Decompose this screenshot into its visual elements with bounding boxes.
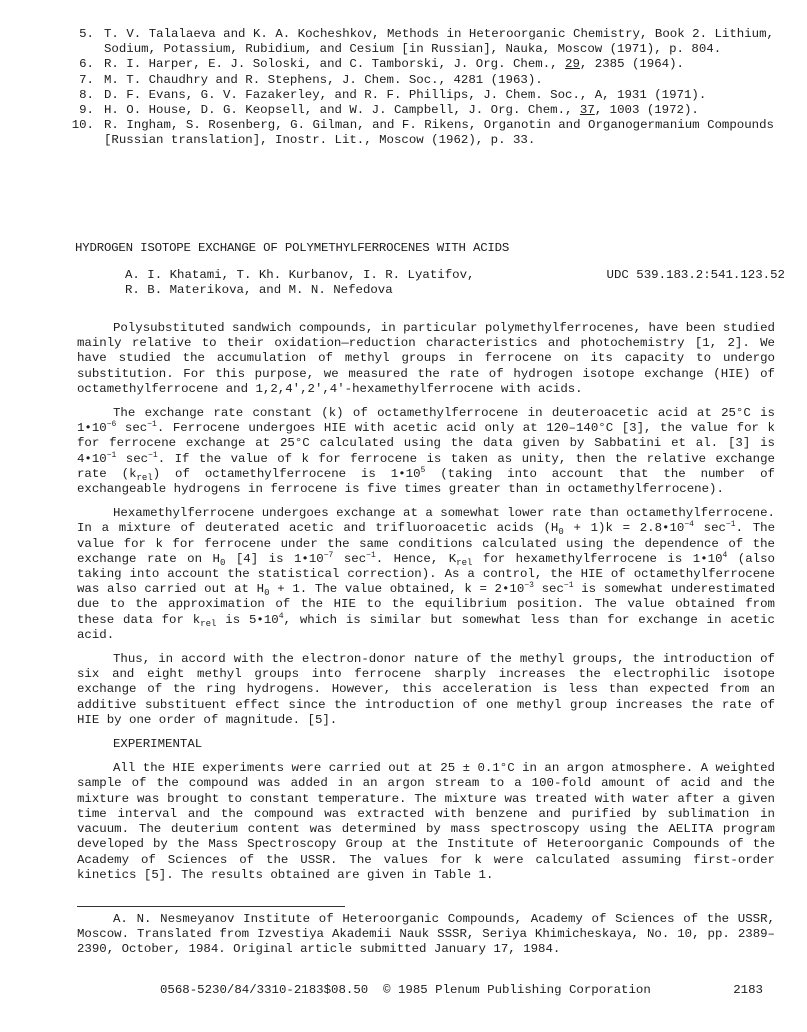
- reference-text: R. I. Harper, E. J. Soloski, and C. Tamborski, J. Org. Chem., 29, 2385 (1964).: [104, 57, 684, 72]
- reference-number: 8.: [79, 87, 94, 102]
- affiliation-footnote: A. N. Nesmeyanov Institute of Heteroorganic Compounds, Academy of Sciences of the USSR, Moscow. Translated from Izvestiya Akademii Nauk SSSR, Seriya Khimicheskaya, No. 10, pp. 2389–2390, October, 1984. Original article submitted January 17, 1984.: [77, 912, 775, 957]
- author-block: [125, 268, 785, 298]
- reference-item: [62, 27, 774, 57]
- reference-number: 6.: [79, 57, 94, 72]
- volume-number: 29: [565, 57, 580, 72]
- article-body: [77, 321, 775, 892]
- reference-number: 10.: [71, 118, 94, 133]
- page-number: 2183: [733, 983, 763, 997]
- reference-item: [62, 118, 774, 148]
- reference-text: D. F. Evans, G. V. Fazakerley, and R. F. Phillips, J. Chem. Soc., A, 1931 (1971).: [104, 87, 707, 102]
- copyright-notice: © 1985 Plenum Publishing Corporation: [383, 983, 651, 997]
- page-footer: [160, 983, 775, 998]
- footnote-divider: [77, 906, 345, 907]
- reference-number: 5.: [79, 27, 94, 41]
- references-list: [62, 27, 774, 149]
- paragraph-intro: Polysubstituted sandwich compounds, in particular polymethylferrocenes, have been studied mainly relative to their oxidation—reduction characteristics and photochemistry [1, 2]. We have studied the accumulation of methyl groups in ferrocene on its capacity to undergo substitution. For this purpose, we measured the rate of hydrogen isotope exchange (HIE) of octamethylferrocene and 1,2,4',2',4'-hexamethylferrocene with acids.: [77, 321, 775, 396]
- reference-item: [62, 103, 774, 118]
- paragraph-conclusion: Thus, in accord with the electron-donor nature of the methyl groups, the introduction of six and eight methyl groups into ferrocene sharply increases the electrophilic isotope exchange of the ring hydrogens. However, this acceleration is less than expected from an additive substituent effect since the introduction of one methyl group increases the rate of HIE by one order of magnitude. [5].: [77, 652, 775, 727]
- reference-text: T. V. Talalaeva and K. A. Kocheshkov, Methods in Heteroorganic Chemistry, Book 2. Lithium, Sodium, Potassium, Rubidium, and Cesium [in Russian], Nauka, Moscow (1971), p. 804.: [104, 27, 774, 57]
- reference-item: [62, 88, 774, 103]
- reference-number: 7.: [79, 72, 94, 87]
- paragraph-octamethyl: The exchange rate constant (k) of octamethylferrocene in deuteroacetic acid at 25°C is $1•10^{-6}$ $\sec^{-1}$. Ferrocene undergoes HIE with acetic acid only at 120–140°C [3], the value for k for ferrocene exchange at 25°C calculated using the data given by Sabbatini et al. [3] is $4•10^{-1}$ $\sec^{-1}$. If the value of k for ferrocene is taken as unity, then the relative exchange rate $(k_{rel})$ of octamethylferrocene is $1•10^5$ (taking into account that the number of exchangeable hydrogens in ferrocene is five times greater than in octamethylferrocene).: [77, 406, 775, 497]
- authors-line-2: R. B. Materikova, and M. N. Nefedova: [125, 283, 393, 298]
- article-title: HYDROGEN ISOTOPE EXCHANGE OF POLYMETHYLFERROCENES WITH ACIDS: [75, 241, 510, 255]
- paragraph-hexamethyl: Hexamethylferrocene undergoes exchange at a somewhat lower rate than octamethylferrocene. In a mixture of deuterated acetic and trifluoroacetic acids $(H_0 + 1)k$ = $2.8•10^{-4}$ $\sec^{-1}$. The value for k for ferrocene under the same conditions calculated using the dependence of the exchange rate on $H_0$ [4] is $1•10^{-7}$ $\sec^{-1}$. Hence, $K_{rel}$ for hexamethylferrocene is $1•10^4$ (also taking into account the statistical correction). As a control, the HIE of octamethylferrocene was also carried out at $H_0 + 1$. The value obtained, $k = 2•10^{-3}$ $\sec^{-1}$ is somewhat underestimated due to the approximation of the HIE to the equilibrium position. The value obtained from these data for $k_{rel}$ is $5•10^4$, which is similar but somewhat less than for exchange in acetic acid.: [77, 506, 776, 642]
- reference-item: [62, 57, 774, 72]
- reference-text: R. Ingham, S. Rosenberg, G. Gilman, and F. Rikens, Organotin and Organogermanium Compounds [Russian translation], Inostr. Lit., Moscow (1962), p. 33.: [104, 118, 774, 148]
- reference-text: H. O. House, D. G. Keopsell, and W. J. Campbell, J. Org. Chem., 37, 1003 (1972).: [104, 103, 699, 118]
- article-code: 0568-5230/84/3310-2183$08.50: [160, 983, 369, 997]
- section-heading-experimental: EXPERIMENTAL: [113, 737, 203, 752]
- volume-number: 37: [579, 103, 595, 118]
- authors-line-1: A. I. Khatami, T. Kh. Kurbanov, I. R. Lyatifov,: [125, 268, 475, 282]
- paragraph-experimental: All the HIE experiments were carried out at 25 ± 0.1°C in an argon atmosphere. A weighted sample of the compound was added in an argon stream to a 100-fold amount of acid and the mixture was brought to constant temperature. The mixture was treated with water after a given time interval and the compound was extracted with benzene and purified by sublimation in vacuum. The deuterium content was determined by mass spectroscopy using the AELITA program developed by the Mass Spectroscopy Group at the Institute of Heteroorganic Compounds of the Academy of Sciences of the USSR. The values for k were calculated assuming first-order kinetics [5]. The results obtained are given in Table 1.: [77, 761, 775, 882]
- reference-number: 9.: [79, 103, 94, 118]
- reference-item: [62, 73, 774, 88]
- udc-code: UDC 539.183.2:541.123.52: [606, 268, 785, 282]
- reference-text: M. T. Chaudhry and R. Stephens, J. Chem. Soc., 4281 (1963).: [104, 72, 543, 87]
